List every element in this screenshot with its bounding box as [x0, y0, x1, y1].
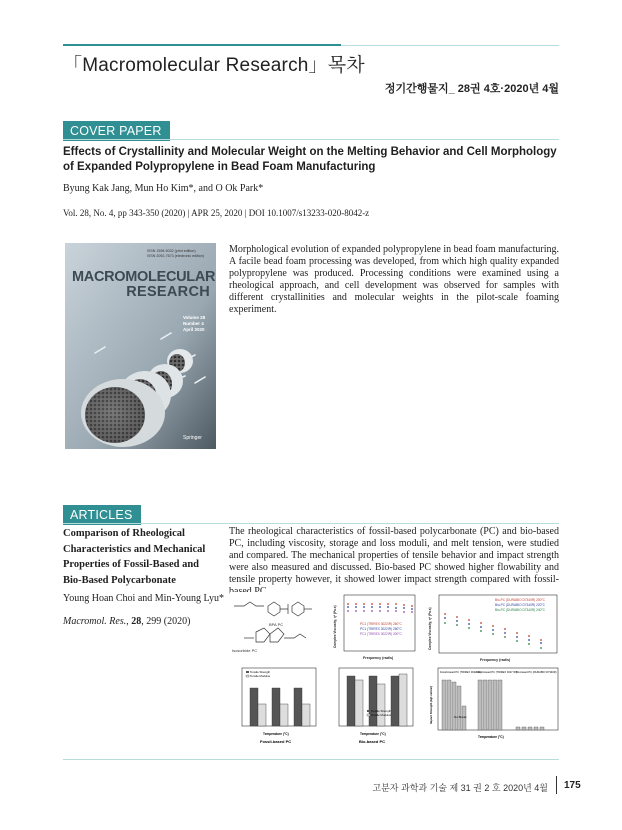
cover-journal-word1: MACROMOLECULAR [72, 269, 216, 285]
cover-abstract: Morphological evolution of expanded polypropylene in bead foam manufacturing. A facile bead foam processing was developed, from which high quality expanded polypropylene was produced. Processing conditions were examined using a rheological approach, and cell development was observed for samples with different crystallinities and molecular weights in the pilot-scale foaming experiment. [229, 244, 559, 315]
footer-rule [63, 759, 559, 760]
bar1-legend-1: Tensile Strength [250, 670, 271, 674]
cover-article-citation: Vol. 28, No. 4, pp 343-350 (2020) | APR 25, 2020 | DOI 10.1007/s13233-020-8042-z [63, 208, 370, 218]
viscosity-chart-bio [425, 592, 560, 664]
article-abstract: The rheological characteristics of fossil-based polycarbonate (PC) and bio-based PC, including viscosity, storage and loss moduli, and melt tension, were studied and compared. The mechanical properties of tensile behavior and impact strength were also measured and discussed. Bio-based PC showed higher flowability and tensile property however, it showed lower impact strength compared with fossil- [229, 526, 559, 585]
cover-volume-line-3: April 2020 [183, 327, 205, 332]
cover-section-rule [63, 139, 559, 140]
page-title: 「Macromolecular Research」목차 [63, 55, 365, 76]
chart2-ylabel: Complex Viscosity, η* (Pa.s) [428, 607, 432, 650]
chart2-legend-3: Bio-PC (DURABIO D7340R) 240°C [495, 608, 545, 612]
cover-volume-line-1: Volume 28 [183, 315, 206, 320]
tensile-bar-chart-fossil [230, 666, 327, 746]
footer-page-divider [556, 776, 557, 794]
cover-paper-badge: COVER PAPER [63, 121, 170, 141]
impact-group-1: Fossil-based PC (TRIREX 3022 IR) [440, 671, 481, 674]
bar2-legend-2: Tensile Modulus [371, 713, 392, 717]
cover-issn-line-1: ISSN 1598-5032 (print edition) [147, 249, 196, 253]
page-number: 175 [564, 780, 581, 791]
chart2-legend-1: Bio-PC (DURABIO D7340R) 200°C [495, 598, 545, 602]
viscosity-chart-fossil [330, 592, 418, 662]
cover-issn [147, 249, 204, 259]
cover-volume-line-2: Number 4 [183, 321, 204, 326]
chart2-legend-2: Bio-PC (DURABIO D7340R) 220°C [495, 603, 545, 607]
articles-section-rule [63, 523, 559, 524]
chart1-legend-1: PC1 (TRIREX 3022IR) 260°C [360, 622, 402, 626]
bar2-caption: Bio-based PC [359, 739, 386, 744]
article-authors: Young Hoan Choi and Min-Young Lyu* [63, 593, 225, 604]
isosorbide-label: Isosorbide PC [232, 648, 258, 653]
article-pages: 299 (2020) [146, 616, 191, 627]
cover-article-authors: Byung Kak Jang, Mun Ho Kim*, and O Ok Park* [63, 183, 264, 194]
articles-badge: ARTICLES [63, 505, 141, 525]
article-volume: 28 [131, 616, 142, 627]
journal-cover-image [65, 243, 216, 449]
bar2-legend-1: Tensile Strength [371, 709, 392, 713]
article-citation: Macromol. Res., 28, 299 (2020) [63, 616, 191, 627]
bpa-label: BPA PC [269, 622, 284, 627]
chart1-legend-2: PC1 (TRIREX 3022IR) 280°C [360, 627, 402, 631]
header-top-rule [63, 44, 341, 46]
article-title: Comparison of Rheological Characteristics and Mechanical Properties of Fossil-Based and Bio-Based Polycarbonate [63, 528, 206, 586]
impact-no-break: No Break [454, 715, 467, 719]
impact-ylabel: Impact Strength (kgf·cm/cm) [429, 686, 433, 724]
cover-volume-info [183, 315, 205, 333]
cover-article-title: Effects of Crystallinity and Molecular Weight on the Melting Behavior and Cell Morphology of Expanded Polypropylene in Bead Foam Manufacturing [63, 146, 557, 173]
cover-issn-line-2: ISSN 2092-7673 (electronic edition) [147, 254, 204, 258]
bar1-xlabel: Temperature (°C) [263, 732, 289, 736]
article-journal: Macromol. Res. [63, 616, 127, 627]
cover-publisher: Springer [183, 435, 202, 441]
impact-group-3: Bio-based PC (DURABIO D7340R) [516, 671, 557, 674]
issue-subtitle: 정기간행물지_ 28권 4호·2020년 4월 [384, 83, 559, 95]
impact-xlabel: Temperature (°C) [478, 735, 504, 739]
chem-structure-panel [230, 592, 330, 664]
cover-journal-word2: RESEARCH [126, 284, 210, 300]
bar2-xlabel: Temperature (°C) [360, 732, 386, 736]
chart1-legend-3: PC1 (TRIREX 3022IR) 300°C [360, 632, 402, 636]
impact-strength-chart [426, 666, 560, 746]
chart1-ylabel: Complex Viscosity, η* (Pa.s) [333, 605, 337, 648]
bar1-caption: Fossil-based PC [260, 739, 292, 744]
impact-group-2: Fossil-based PC (TRIREX 3027 IR) [476, 671, 517, 674]
chart1-xlabel: Frequency (rad/s) [363, 656, 394, 660]
header-top-thin-rule [341, 45, 559, 46]
footer-journal-info: 고분자 과학과 기술 제 31 권 2 호 2020년 4월 [372, 783, 548, 793]
chart2-xlabel: Frequency (rad/s) [480, 658, 511, 662]
tensile-bar-chart-bio [327, 666, 425, 746]
bar1-legend-2: Tensile Modulus [250, 674, 271, 678]
